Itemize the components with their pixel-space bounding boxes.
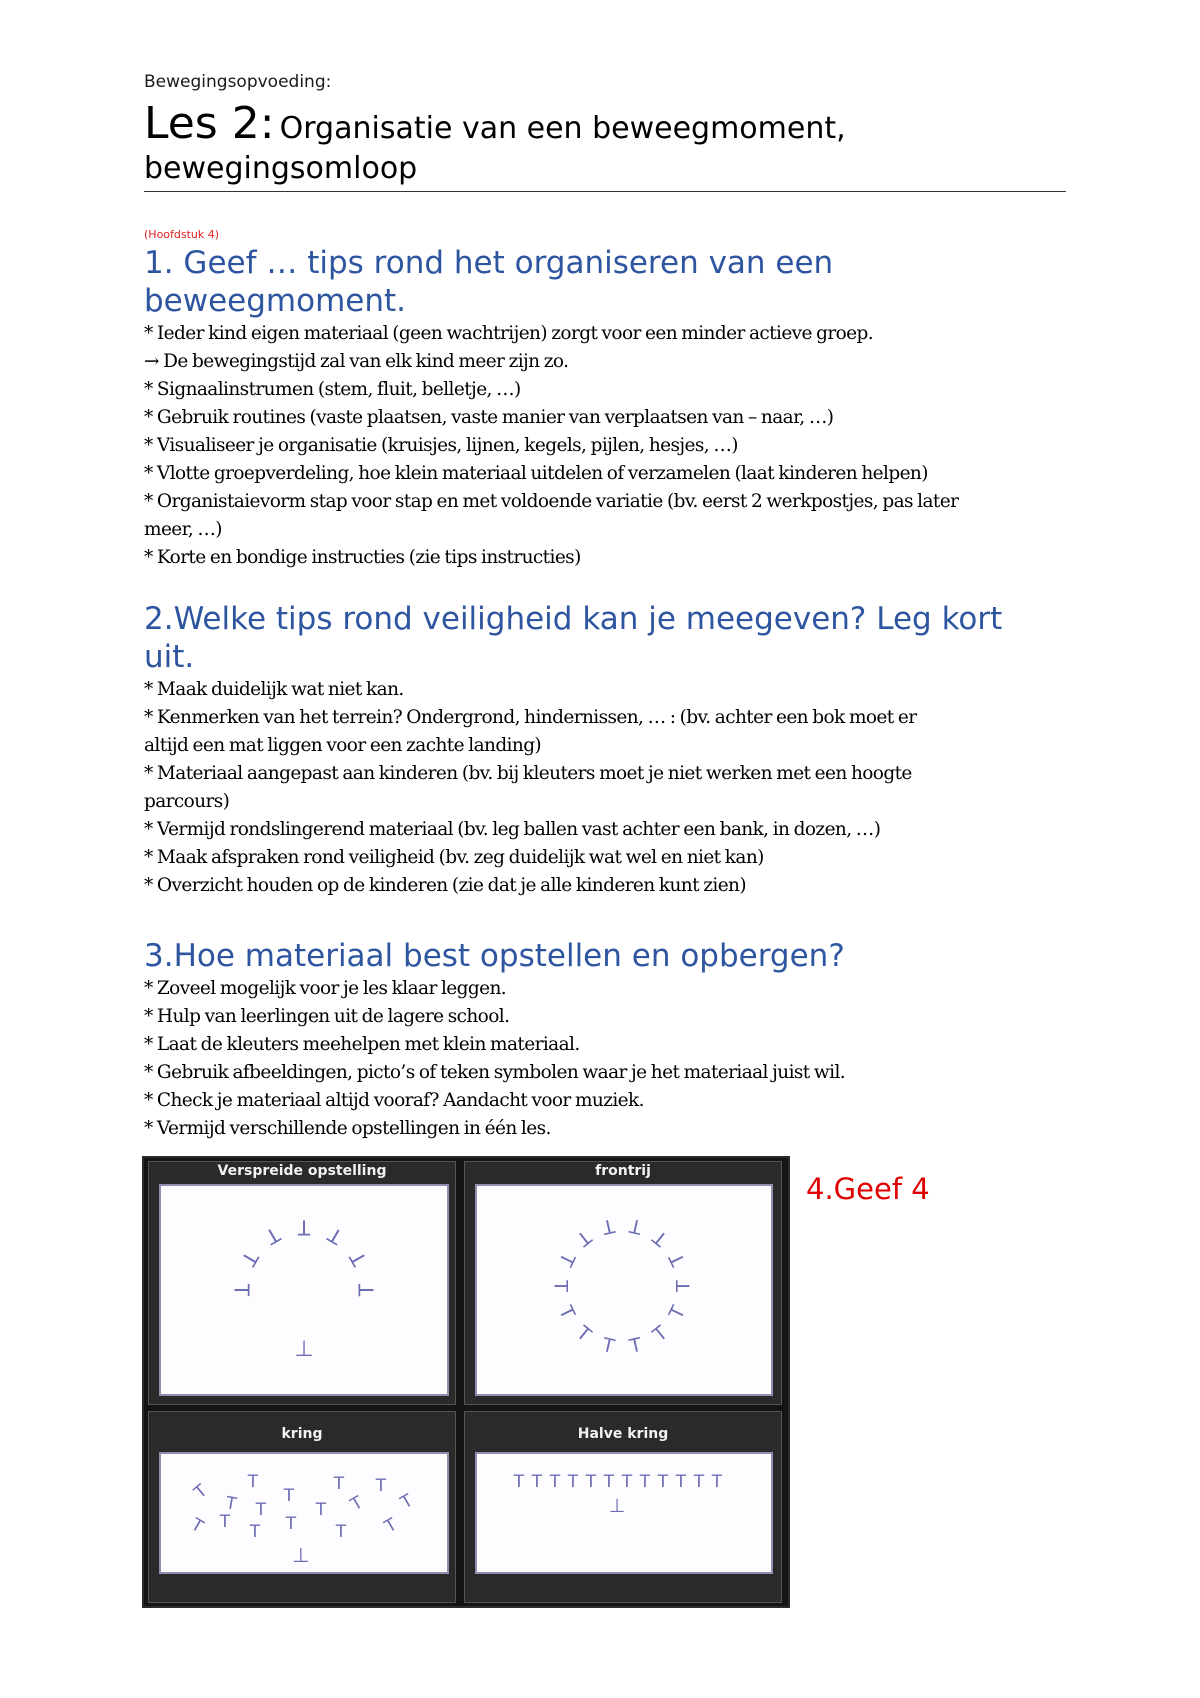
panel-caption: kring [281, 1426, 323, 1442]
question-2-heading-line2: uit. [144, 639, 195, 675]
child-symbol: T [381, 1514, 401, 1538]
child-symbol: T [627, 1333, 644, 1358]
list-item: → De bewegingstijd zal van elk kind meer zijn zo. [144, 351, 569, 372]
question-2-answers [144, 676, 1066, 900]
child-symbol: T [249, 1522, 261, 1542]
symbols [550, 1214, 695, 1358]
list-item: meer, …) [144, 519, 222, 540]
child-symbol: T [236, 1247, 264, 1271]
child-symbol: T [333, 1474, 345, 1494]
list-item: * Kenmerken van het terrein? Ondergrond, hindernissen, … : (bv. achter een bok moet er [144, 707, 917, 728]
arrangement-diagram [477, 1186, 771, 1394]
question-1 [144, 244, 1066, 572]
child-symbol: T [375, 1476, 387, 1496]
panel-frontrij [464, 1161, 782, 1405]
list-item: * Vermijd rondslingerend materiaal (bv. leg ballen vast achter een bank, in dozen, …) [144, 819, 881, 840]
child-symbol: T [397, 1490, 417, 1514]
question-3-heading: 3.Hoe materiaal best opstellen en opbergen? [144, 938, 845, 974]
child-symbol: T [572, 1321, 596, 1347]
child-symbol: T [675, 1472, 687, 1492]
symbols [230, 1216, 379, 1298]
whiteboard [159, 1184, 449, 1396]
list-item: * Laat de kleuters meehelpen met klein materiaal. [144, 1034, 580, 1055]
panel-caption: Verspreide opstelling [217, 1163, 387, 1179]
child-symbol: T [261, 1222, 285, 1250]
child-symbol: T [187, 1514, 207, 1538]
panel-halve-kring [464, 1411, 782, 1603]
child-symbol: T [285, 1514, 297, 1534]
symbols [187, 1472, 417, 1542]
title-sub-line2: bewegingsomloop [144, 151, 418, 186]
child-symbol: T [665, 1302, 690, 1323]
chapter-note: (Hoofdstuk 4) [144, 228, 220, 241]
teacher-symbol: ⊥ [292, 1543, 310, 1567]
question-1-heading [144, 244, 1066, 320]
child-symbol: T [344, 1247, 372, 1271]
question-3 [144, 937, 1066, 1143]
whiteboard [159, 1452, 449, 1574]
child-symbol: T [672, 1280, 695, 1292]
child-symbol: T [627, 1214, 644, 1239]
panel-verspreide-opstelling [148, 1161, 456, 1405]
child-symbol: T [585, 1472, 597, 1492]
question-2 [144, 600, 1066, 900]
list-item: * Overzicht houden op de kinderen (zie dat je alle kinderen kunt zien) [144, 875, 746, 896]
question-1-heading-line1: 1. Geef … tips rond het organiseren van een [144, 245, 834, 281]
child-symbol: T [600, 1214, 617, 1239]
question-1-heading-line2: beweegmoment. [144, 283, 407, 319]
child-symbol: T [219, 1512, 231, 1532]
child-symbol: T [648, 1225, 672, 1251]
child-symbol: T [531, 1472, 543, 1492]
child-symbol: T [549, 1280, 572, 1292]
list-item: * Vermijd verschillende opstellingen in één les. [144, 1118, 551, 1139]
list-item: * Korte en bondige instructies (zie tips instructies) [144, 547, 581, 568]
question-3-answers [144, 975, 1066, 1143]
child-symbol: T [224, 1493, 238, 1515]
list-item: * Signaalinstrumen (stem, fluit, belletje, …) [144, 379, 521, 400]
child-symbol: T [639, 1472, 651, 1492]
lesson-number: Les 2: [144, 98, 275, 149]
child-symbol: T [693, 1472, 705, 1492]
child-symbol: T [297, 1215, 311, 1240]
panel-caption: frontrij [595, 1163, 651, 1179]
list-item: * Gebruik routines (vaste plaatsen, vaste manier van verplaatsen van – naar, …) [144, 407, 834, 428]
list-item: * Ieder kind eigen materiaal (geen wachtrijen) zorgt voor een minder actieve groep. [144, 323, 874, 344]
page-title [144, 100, 1066, 192]
whiteboard [475, 1452, 773, 1574]
question-2-heading-line1: 2.Welke tips rond veiligheid kan je meegeven? Leg kort [144, 601, 1003, 637]
panel-kring [148, 1411, 456, 1603]
list-item: altijd een mat liggen voor een zachte landing) [144, 735, 542, 756]
list-item: * Vlotte groepverdeling, hoe klein materiaal uitdelen of verzamelen (laat kinderen helpen) [144, 463, 928, 484]
list-item: * Maak afspraken rond veiligheid (bv. zeg duidelijk wat wel en niet kan) [144, 847, 764, 868]
question-1-answers [144, 320, 1066, 572]
child-symbol: T [247, 1472, 259, 1492]
child-symbol: T [255, 1500, 267, 1520]
child-symbol: T [657, 1472, 669, 1492]
child-symbol: T [229, 1283, 254, 1297]
child-symbol: T [315, 1500, 327, 1520]
list-item: * Materiaal aangepast aan kinderen (bv. bij kleuters moet je niet werken met een hoogte [144, 763, 912, 784]
list-item: * Check je materiaal altijd vooraf? Aandacht voor muziek. [144, 1090, 644, 1111]
whiteboard [475, 1184, 773, 1396]
child-symbol: T [711, 1472, 723, 1492]
subject-label: Bewegingsopvoeding: [144, 72, 332, 92]
question-2-heading [144, 600, 1066, 676]
child-symbol: T [549, 1472, 561, 1492]
child-symbol: T [600, 1333, 617, 1358]
list-item: parcours) [144, 791, 230, 812]
child-symbol: T [190, 1481, 212, 1503]
child-symbol: T [335, 1522, 347, 1542]
child-symbol: T [283, 1486, 295, 1506]
teacher-symbol: ⊥ [294, 1337, 314, 1362]
list-item: * Maak duidelijk wat niet kan. [144, 679, 404, 700]
list-item: * Organistaievorm stap voor stap en met voldoende variatie (bv. eerst 2 werkpostjes, pas later [144, 491, 959, 512]
arrangements-photo [142, 1156, 790, 1608]
child-symbol: T [554, 1302, 579, 1323]
child-symbol: T [513, 1472, 525, 1492]
list-item: * Visualiseer je organisatie (kruisjes, lijnen, kegels, pijlen, hesjes, …) [144, 435, 738, 456]
teacher-symbol: ⊥ [608, 1495, 626, 1517]
arrangement-diagram [477, 1454, 771, 1572]
child-symbol: T [347, 1492, 367, 1516]
child-symbol: T [354, 1283, 379, 1297]
question-4-heading: 4.Geef 4 [806, 1172, 930, 1206]
arrangement-diagram [161, 1454, 447, 1572]
panel-caption: Halve kring [577, 1426, 669, 1442]
child-symbol: T [603, 1472, 615, 1492]
child-symbol: T [621, 1472, 633, 1492]
child-symbol: T [554, 1249, 579, 1270]
list-item: * Gebruik afbeeldingen, picto’s of teken symbolen waar je het materiaal juist wil. [144, 1062, 846, 1083]
child-symbol: T [648, 1321, 672, 1347]
child-symbol: T [323, 1222, 347, 1250]
symbols [513, 1472, 723, 1492]
list-item: * Zoveel mogelijk voor je les klaar leggen. [144, 978, 507, 999]
list-item: * Hulp van leerlingen uit de lagere school. [144, 1006, 510, 1027]
child-symbol: T [567, 1472, 579, 1492]
title-sub-line1: Organisatie van een beweegmoment, [279, 111, 846, 146]
arrangement-diagram [161, 1186, 447, 1394]
child-symbol: T [572, 1225, 596, 1251]
child-symbol: T [665, 1249, 690, 1270]
